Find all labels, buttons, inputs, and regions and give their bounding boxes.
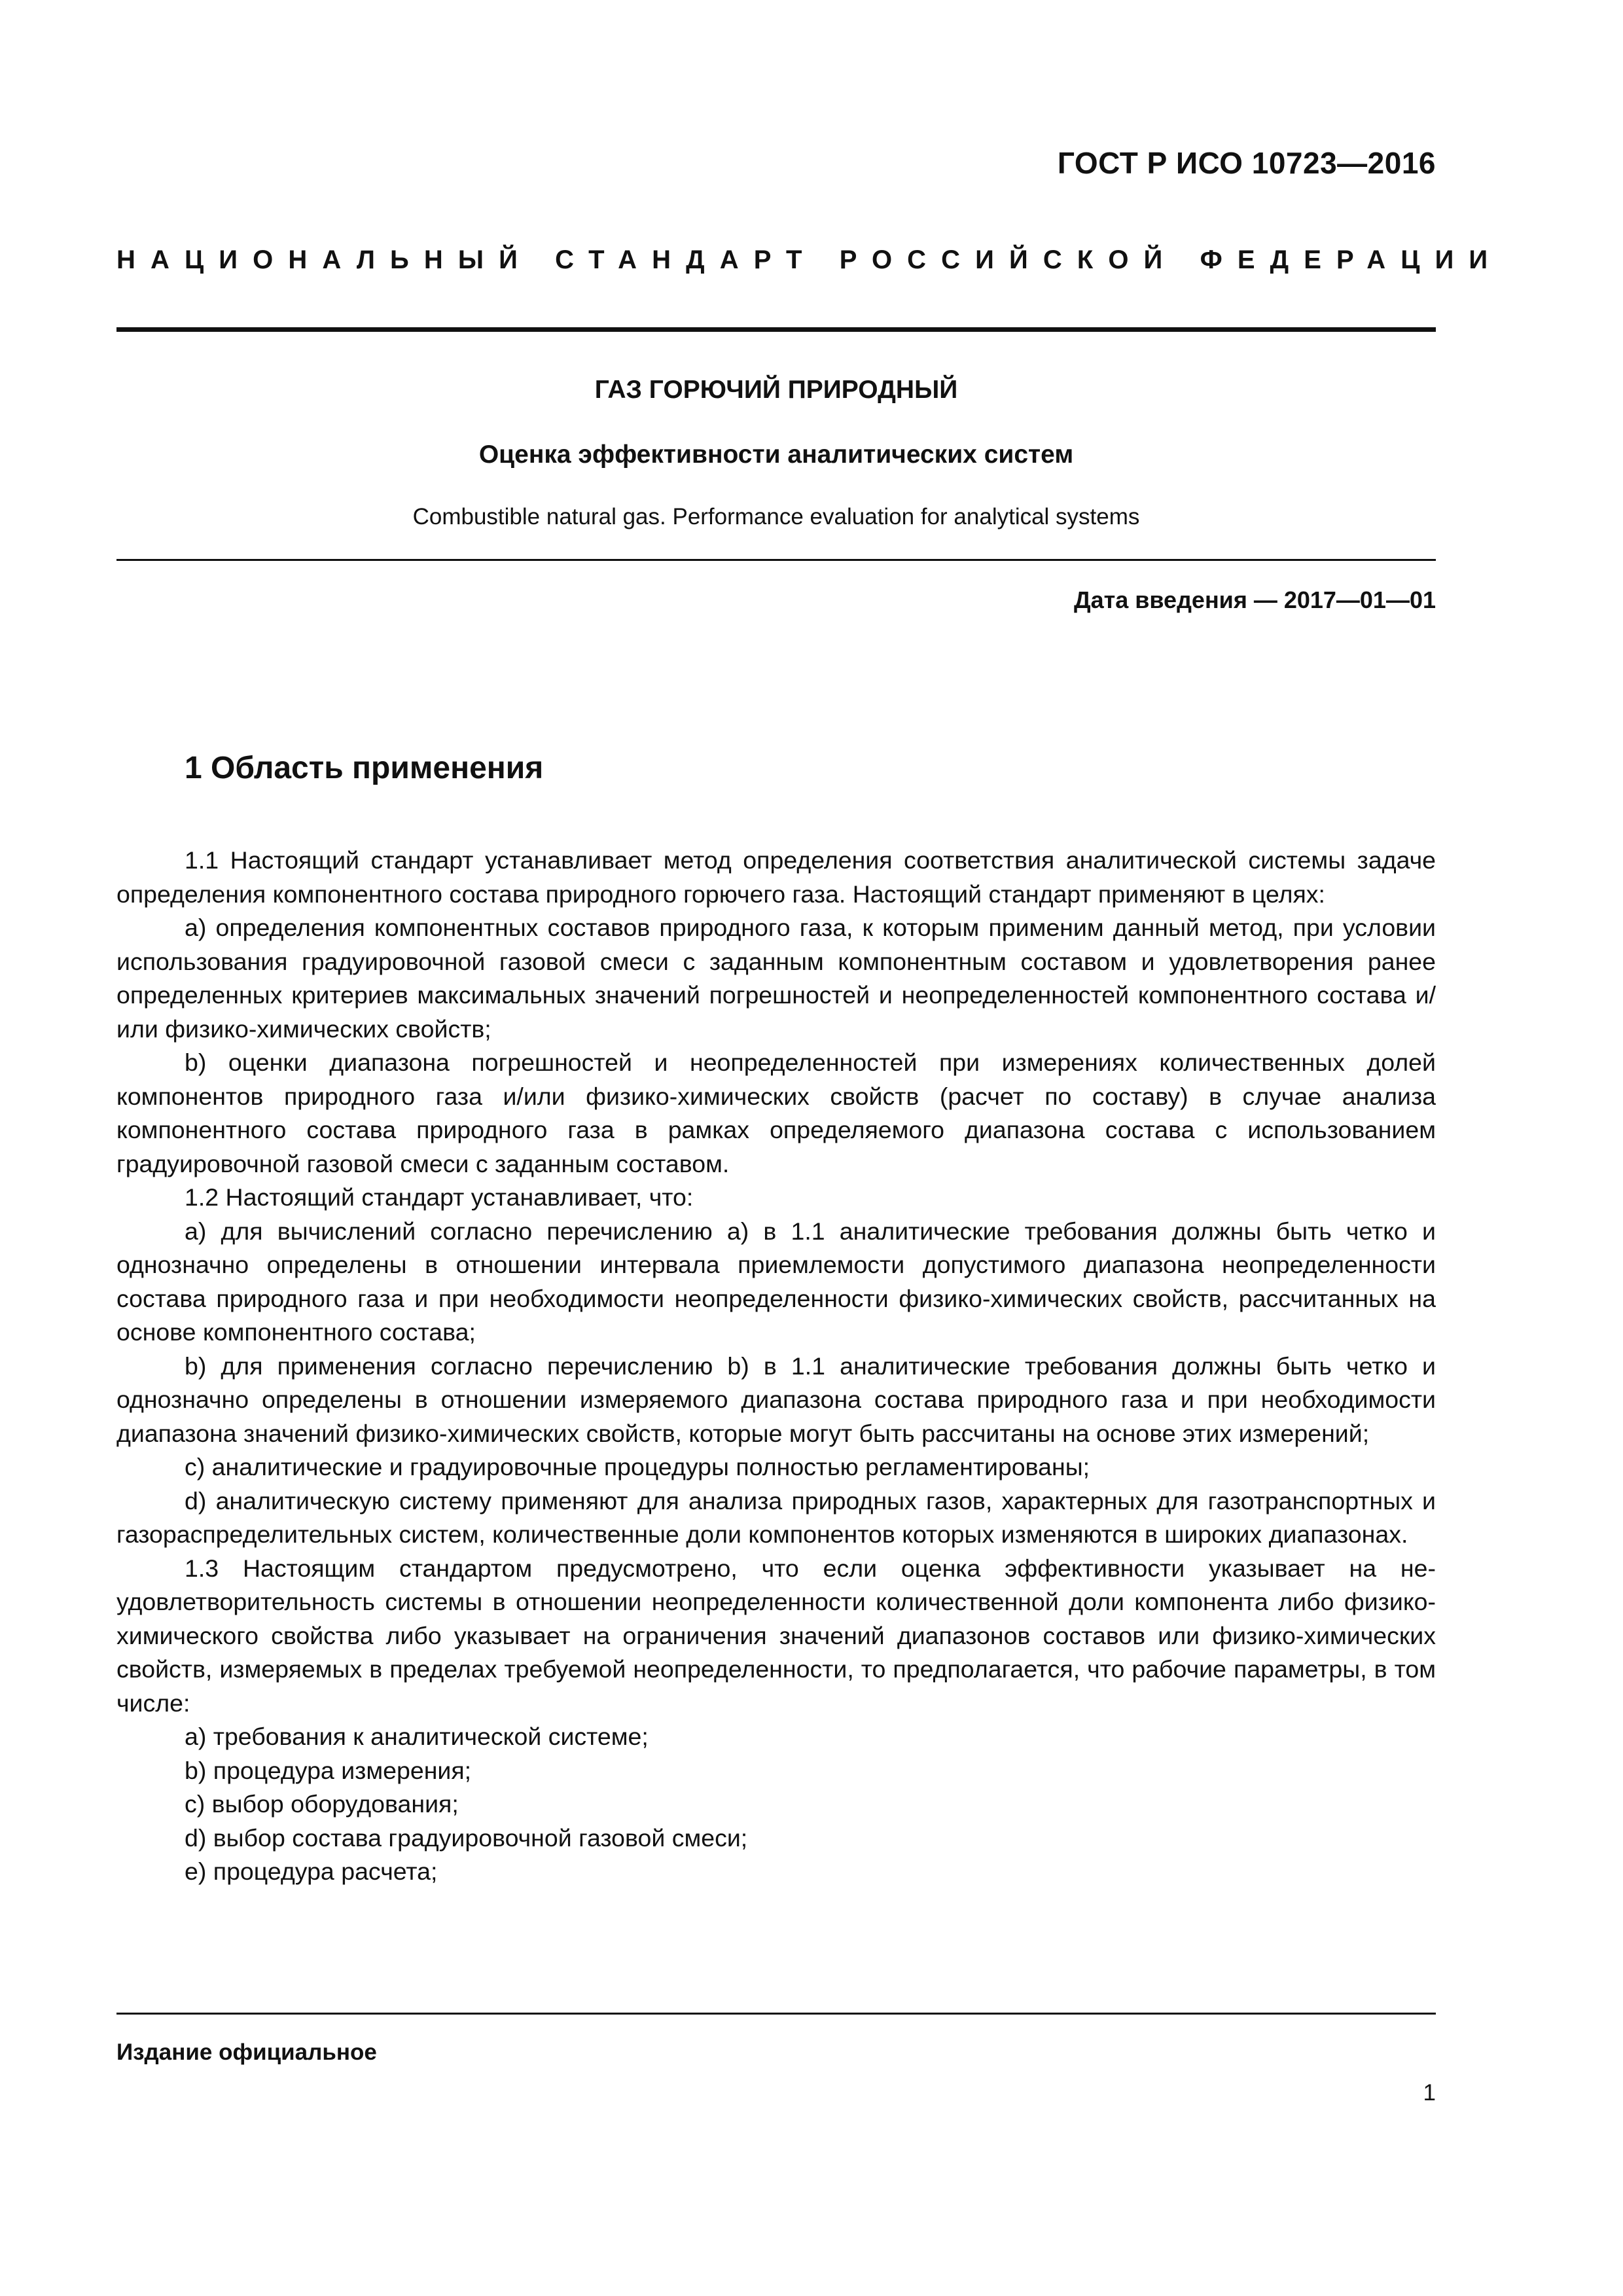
paragraph: c) аналитические и градуировочные процедуры полностью регламентированы; [185,1453,1090,1480]
document-title: ГАЗ ГОРЮЧИЙ ПРИРОДНЫЙ [594,376,958,404]
standard-number: ГОСТ Р ИСО 10723—2016 [1057,146,1436,180]
paragraph: c) выбор оборудования; [185,1790,459,1818]
section-heading: 1 Область применения [185,751,544,785]
document-page [116,0,1503,2296]
footer-rule [116,2013,1436,2015]
national-standard-heading: НАЦИОНАЛЬНЫЙ СТАНДАРТ РОССИЙСКОЙ ФЕДЕРАЦИИ [116,245,1503,274]
paragraph: 1.1 Настоящий стандарт устанавливает метод определения соответствия аналитической системы задаче определения компонентного состава природного горючего газа. Настоящий стандарт применяют в целях: [116,846,1436,908]
paragraph: e) процедура расчета; [185,1857,438,1885]
paragraph: b) оценки диапазона погрешностей и неопределенностей при измерениях количественных долей компонентов природного газа и/или физико-химических свойств (расчет по составу) в случае анализа компонентного состава природного газа в рамках определяемого диапазона состава с использованием градуировочной газовой смеси с заданным составом. [116,1049,1436,1177]
paragraph: a) определения компонентных составов природного газа, к которым применим данный метод, при условии использования градуировочной газовой смеси с заданным компонентным составом и удовлетворения ранее определенных критериев максимальных значений погрешностей и неопределенностей компонентного состава и/или физико-химических свойств; [116,914,1436,1043]
introduction-date: Дата введения — 2017—01—01 [1073,586,1436,613]
paragraph: a) для вычислений согласно перечислению a) в 1.1 аналитические требования должны быть четко и однозначно определены в отношении интервала приемлемости допустимого диапазона неопределенности состава природного газа и при необходимости неопределенности физико-химических свойств, рассчитанных на основе компонентного состава; [116,1217,1436,1346]
title-rule [116,559,1436,561]
english-title: Combustible natural gas. Performance evaluation for analytical systems [412,504,1140,529]
paragraph: 1.2 Настоящий стандарт устанавливает, что: [185,1183,694,1211]
document-subtitle: Оценка эффективности аналитических систем [478,440,1074,469]
section-body [116,844,1436,1889]
paragraph: 1.3 Настоящим стандартом предусмотрено, что если оценка эффективности указывает на неудовлетворительность системы в отношении неопределенности количественной доли компонента либо физико-химического свойства либо указывает на ограничения значений диапазонов составов или физико-химических свойств, измеряемых в пределах требуемой неопределенности, то предполагается, что рабочие параметры, в том числе: [116,1554,1436,1717]
page-number: 1 [1423,2080,1436,2106]
paragraph: d) аналитическую систему применяют для анализа природных газов, характерных для газотранспортных и газораспределительных систем, количественные доли компонентов которых изменяются в широких диапазонах. [116,1486,1436,1548]
paragraph: a) требования к аналитической системе; [185,1723,649,1750]
header-rule [116,327,1436,332]
paragraph: b) для применения согласно перечислению b) в 1.1 аналитические требования должны быть четко и однозначно определены в отношении измеряемого диапазона состава природного газа и при необходимости диапазона значений физико-химических свойств, которые могут быть рассчитаны на основе этих измерений; [116,1352,1436,1447]
official-edition-label: Издание официальное [116,2039,377,2065]
paragraph: d) выбор состава градуировочной газовой смеси; [185,1823,748,1852]
paragraph: b) процедура измерения; [185,1756,472,1784]
